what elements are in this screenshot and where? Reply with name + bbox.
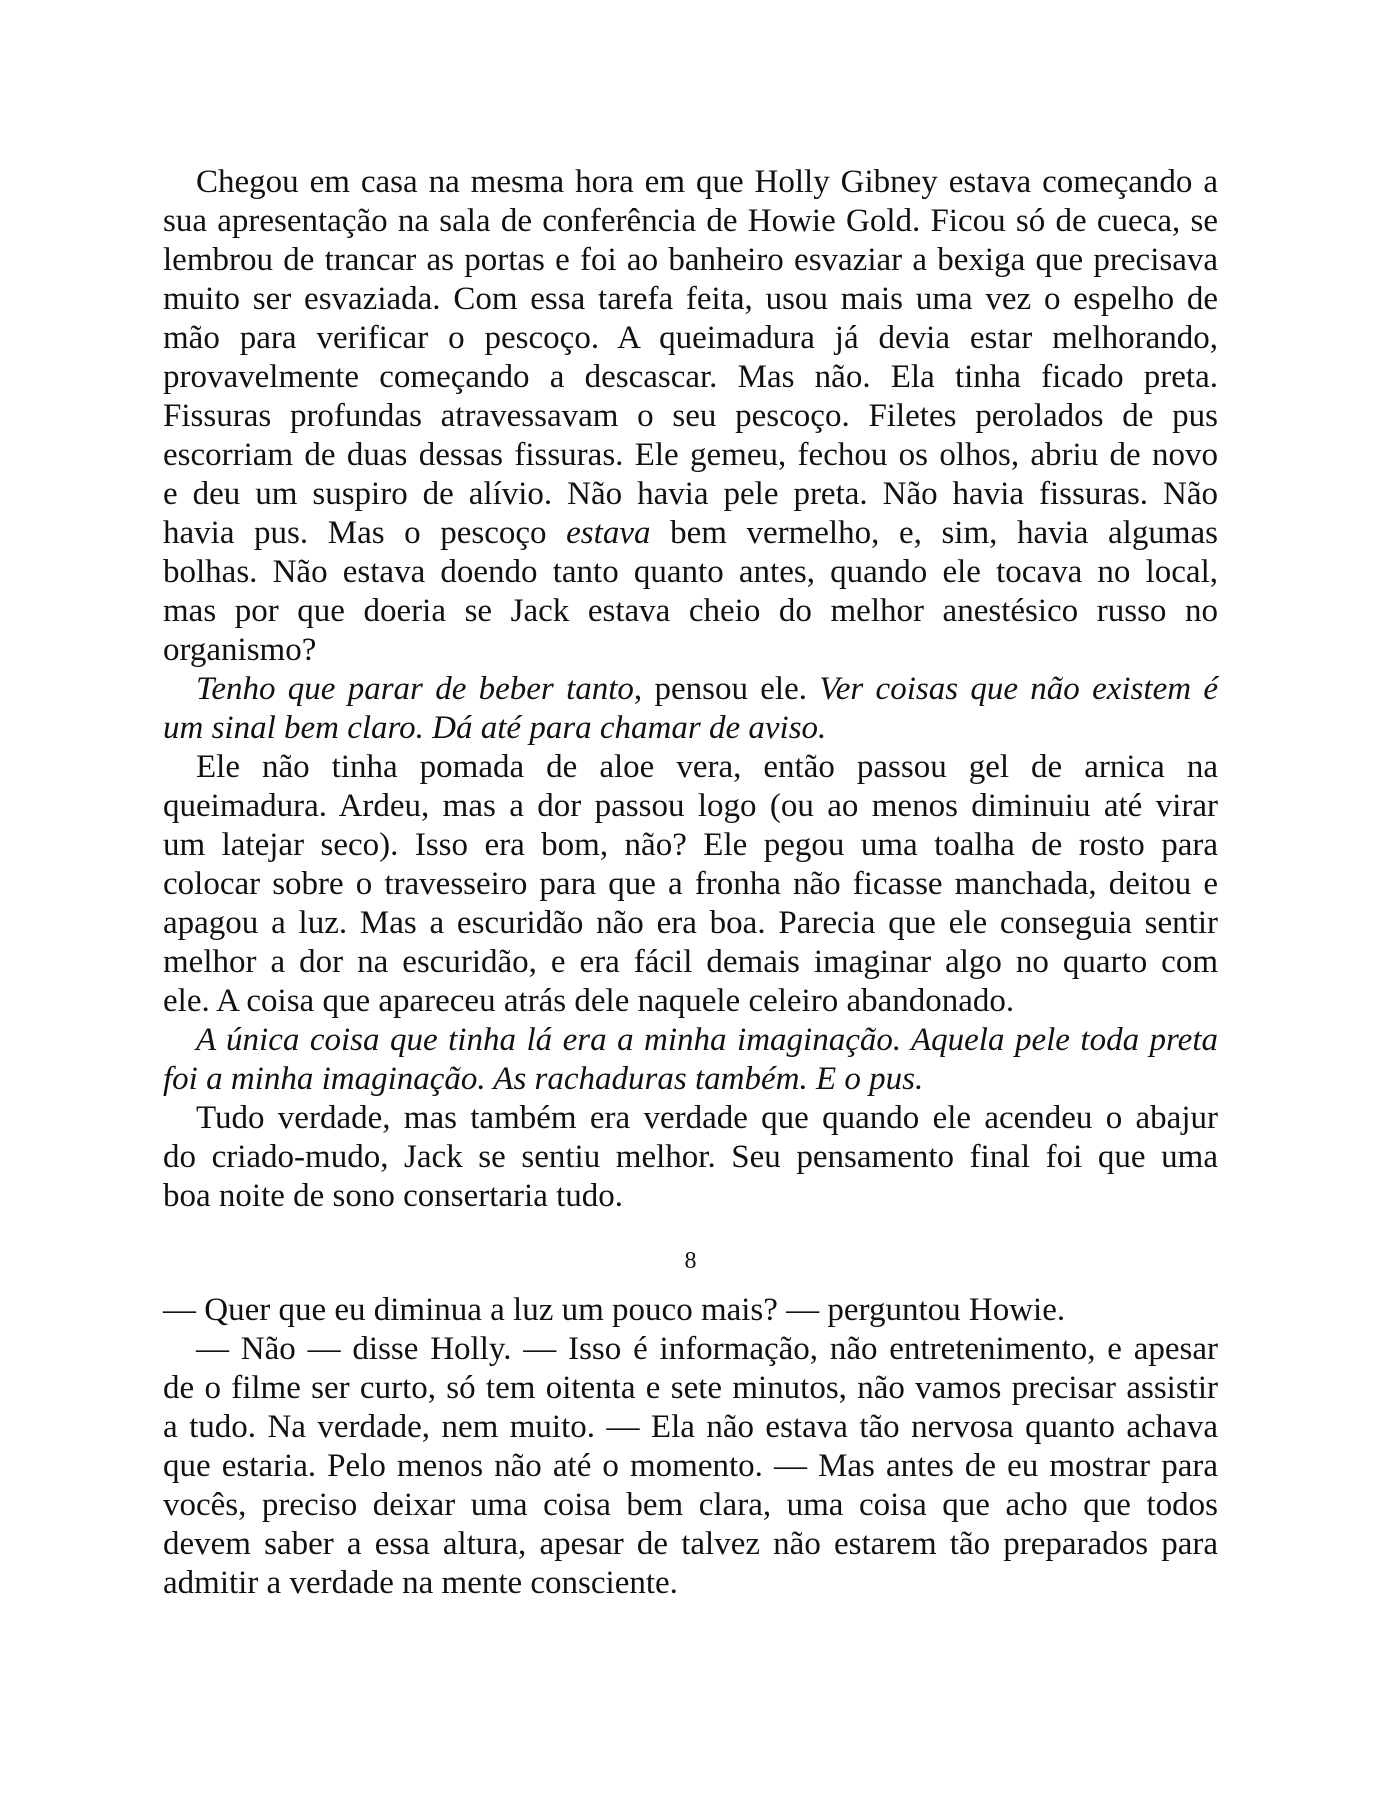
text-line: [163, 241, 1218, 280]
section-two: [163, 1291, 1218, 1603]
text-line: [163, 553, 1218, 592]
text: e deu um suspiro de alívio. Não havia pele preta. Não havia fissuras. Não: [163, 476, 1218, 512]
paragraph: [163, 163, 1218, 670]
text-line: [163, 1525, 1218, 1564]
text: , pensou ele.: [633, 671, 820, 707]
text-line: [163, 1408, 1218, 1447]
text-line: [163, 475, 1218, 514]
text: lembrou de trancar as portas e foi ao banheiro esvaziar a bexiga que precisava: [163, 242, 1218, 278]
text-line: [163, 202, 1218, 241]
text-line: [163, 631, 1218, 670]
text: queimadura. Ardeu, mas a dor passou logo (ou ao menos diminuiu até virar: [163, 788, 1218, 824]
text: Ele não tinha pomada de aloe vera, então passou gel de arnica na: [196, 749, 1218, 785]
text: Chegou em casa na mesma hora em que Holly Gibney estava começando a: [196, 164, 1218, 200]
text-line: [163, 865, 1218, 904]
italic-text: um sinal bem claro. Dá até para chamar de aviso.: [163, 710, 827, 746]
text: havia pus. Mas o pescoço: [163, 515, 567, 551]
text-line: [163, 1564, 1218, 1603]
text: Fissuras profundas atravessavam o seu pescoço. Filetes perolados de pus: [163, 398, 1218, 434]
text: colocar sobre o travesseiro para que a fronha não ficasse manchada, deitou e: [163, 866, 1218, 902]
italic-text: A única coisa que tinha lá era a minha imaginação. Aquela pele toda preta: [196, 1022, 1218, 1058]
text-line: [163, 319, 1218, 358]
italic-text: Ver coisas que não existem é: [819, 671, 1218, 707]
paragraph: [163, 1021, 1218, 1099]
text: Tudo verdade, mas também era verdade que quando ele acendeu o abajur: [196, 1100, 1218, 1136]
text: a tudo. Na verdade, nem muito. — Ela não estava tão nervosa quanto achava: [163, 1409, 1218, 1445]
text-line: [163, 826, 1218, 865]
book-page: [163, 163, 1218, 1603]
text-line: [163, 163, 1218, 202]
text: bem vermelho, e, sim, havia algumas: [650, 515, 1218, 551]
text-line: [163, 670, 1218, 709]
text-line: [163, 397, 1218, 436]
text-line: [163, 748, 1218, 787]
text-line: [163, 904, 1218, 943]
italic-text: foi a minha imaginação. As rachaduras também. E o pus.: [163, 1061, 924, 1097]
paragraph: [163, 1291, 1218, 1330]
text: do criado-mudo, Jack se sentiu melhor. Seu pensamento final foi que uma: [163, 1139, 1218, 1175]
text: vocês, preciso deixar uma coisa bem clara, uma coisa que acho que todos: [163, 1487, 1218, 1523]
text-line: [163, 1369, 1218, 1408]
text-line: [163, 943, 1218, 982]
text: bolhas. Não estava doendo tanto quanto antes, quando ele tocava no local,: [163, 554, 1218, 590]
paragraph: [163, 670, 1218, 748]
text: — Quer que eu diminua a luz um pouco mais? — perguntou Howie.: [163, 1292, 1066, 1328]
text-line: [163, 1099, 1218, 1138]
text-line: [163, 592, 1218, 631]
text-line: [163, 1330, 1218, 1369]
text-line: [163, 787, 1218, 826]
text-line: [163, 1060, 1218, 1099]
text: melhor a dor na escuridão, e era fácil demais imaginar algo no quarto com: [163, 944, 1218, 980]
text-line: [163, 709, 1218, 748]
text-line: [163, 358, 1218, 397]
text-line: [163, 982, 1218, 1021]
text-line: [163, 514, 1218, 553]
text: organismo?: [163, 632, 317, 668]
italic-text: Tenho que parar de beber tanto: [196, 671, 634, 707]
text: um latejar seco). Isso era bom, não? Ele pegou uma toalha de rosto para: [163, 827, 1218, 863]
text: — Não — disse Holly. — Isso é informação, não entretenimento, e apesar: [196, 1331, 1218, 1367]
text: escorriam de duas dessas fissuras. Ele gemeu, fechou os olhos, abriu de novo: [163, 437, 1218, 473]
text: provavelmente começando a descascar. Mas não. Ela tinha ficado preta.: [163, 359, 1218, 395]
text-line: [163, 280, 1218, 319]
text-line: [163, 1177, 1218, 1216]
paragraph: [163, 1099, 1218, 1216]
text-line: [163, 1291, 1218, 1330]
paragraph: [163, 1330, 1218, 1603]
text: apagou a luz. Mas a escuridão não era boa. Parecia que ele conseguia sentir: [163, 905, 1218, 941]
text-line: [163, 1447, 1218, 1486]
text: de o filme ser curto, só tem oitenta e sete minutos, não vamos precisar assistir: [163, 1370, 1218, 1406]
text: boa noite de sono consertaria tudo.: [163, 1178, 624, 1214]
text: mas por que doeria se Jack estava cheio do melhor anestésico russo no: [163, 593, 1218, 629]
text-line: [163, 1486, 1218, 1525]
text: que estaria. Pelo menos não até o momento. — Mas antes de eu mostrar para: [163, 1448, 1218, 1484]
section-one: [163, 163, 1218, 1216]
section-number: 8: [684, 1248, 697, 1274]
text-line: [163, 436, 1218, 475]
paragraph: [163, 748, 1218, 1021]
text: sua apresentação na sala de conferência de Howie Gold. Ficou só de cueca, se: [163, 203, 1218, 239]
text: mão para verificar o pescoço. A queimadura já devia estar melhorando,: [163, 320, 1218, 356]
italic-text: estava: [566, 515, 651, 551]
text: ele. A coisa que apareceu atrás dele naquele celeiro abandonado.: [163, 983, 1015, 1019]
text-line: [163, 1021, 1218, 1060]
text-line: [163, 1138, 1218, 1177]
text: devem saber a essa altura, apesar de talvez não estarem tão preparados para: [163, 1526, 1218, 1562]
text: muito ser esvaziada. Com essa tarefa feita, usou mais uma vez o espelho de: [163, 281, 1218, 317]
text: admitir a verdade na mente consciente.: [163, 1565, 678, 1601]
